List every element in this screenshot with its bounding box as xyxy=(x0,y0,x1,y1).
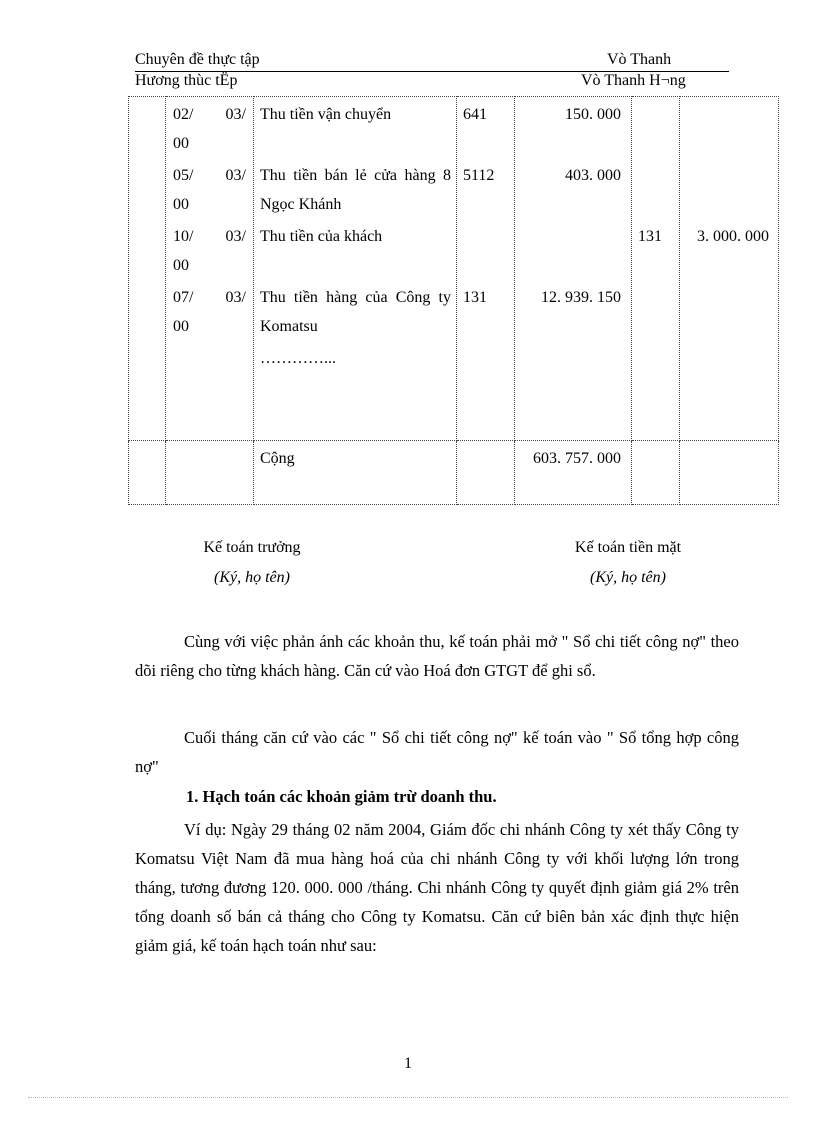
date-entry: 02/ 03/ 00 xyxy=(173,106,246,152)
page-number: 1 xyxy=(404,1055,412,1072)
amount-entry: 12. 939. 150 xyxy=(541,289,621,306)
empty-date-cell xyxy=(166,441,254,505)
signature-note: (Ký, họ tên) xyxy=(214,569,290,586)
date-entry: 10/ 03/ 00 xyxy=(173,228,246,274)
account-entry: 131 xyxy=(463,289,487,306)
amount-entry xyxy=(519,222,621,283)
table-row-entries xyxy=(129,97,779,441)
contra-account-entry xyxy=(638,100,673,161)
empty-contra-amount-cell xyxy=(680,441,779,505)
contra-account-entry: 131 xyxy=(638,228,662,245)
description-entry: Thu tiền của khách xyxy=(260,228,383,245)
header-author-full: Vò Thanh H¬ng xyxy=(581,72,686,89)
running-header-line-2 xyxy=(135,72,729,92)
date-entry: 07/ 03/ 00 xyxy=(173,289,246,335)
date-cell xyxy=(166,97,254,441)
contra-account-entry xyxy=(638,283,673,344)
table-row-total xyxy=(129,441,779,505)
empty-col-cell xyxy=(129,441,166,505)
paragraph-example: Ví dụ: Ngày 29 tháng 02 năm 2004, Giám đốc chi nhánh Công ty xét thấy Công ty Komatsu Việt Nam đã mua hàng hoá của chi nhánh Công ty với khối lượng lớn trong tháng, tương đương 120. 000. 000 /tháng. Chi nhánh Công ty quyết định giảm giá 2% trên tổng doanh số bán cả tháng cho Công ty Komatsu. Căn cứ biên bản xác định thực hiện giảm giá, kế toán hạch toán như sau: xyxy=(135,820,739,955)
contra-account-entry xyxy=(638,161,673,222)
date-entry: 05/ 03/ 00 xyxy=(173,167,246,213)
description-entry: Thu tiền bán lẻ cửa hàng 8 Ngọc Khánh xyxy=(260,167,451,213)
empty-account-cell xyxy=(457,441,515,505)
contra-account-cell xyxy=(632,97,680,441)
contra-amount-entry xyxy=(684,283,769,344)
account-entry: 5112 xyxy=(463,167,495,184)
description-entry: Thu tiền vận chuyển xyxy=(260,106,392,123)
contra-amount-entry xyxy=(684,161,769,222)
paragraph-debt-ledger: Cùng với việc phản ánh các khoản thu, kế toán phải mở " Sổ chi tiết công nợ" theo dõi riêng cho từng khách hàng. Căn cứ vào Hoá đơn GTGT để ghi sổ. xyxy=(135,632,739,680)
contra-amount-entry: 3. 000. 000 xyxy=(697,228,769,245)
footer-divider xyxy=(28,1097,788,1098)
signature-role: Kế toán tiền mặt xyxy=(574,539,682,556)
running-header-line-1 xyxy=(135,51,729,72)
account-entry xyxy=(463,222,508,283)
signature-role: Kế toán trưởng xyxy=(203,539,301,556)
header-title: Chuyên đề thực tập xyxy=(135,51,260,68)
account-cell xyxy=(457,97,515,441)
amount-cell xyxy=(515,97,632,441)
header-author: Vò Thanh xyxy=(607,51,672,68)
description-entry: Thu tiền hàng của Công ty Komatsu xyxy=(260,289,451,335)
empty-col-cell xyxy=(129,97,166,441)
description-cell xyxy=(254,97,457,441)
contra-amount-cell xyxy=(680,97,779,441)
total-label: Cộng xyxy=(254,441,457,505)
header-subtitle: Hương thùc tËp xyxy=(135,72,238,89)
ellipsis-entry: …………... xyxy=(260,350,336,367)
amount-entry: 150. 000 xyxy=(565,106,621,123)
empty-contra-account-cell xyxy=(632,441,680,505)
contra-amount-entry xyxy=(684,100,769,161)
cash-receipt-ledger-table xyxy=(128,96,779,505)
account-entry: 641 xyxy=(463,106,487,123)
section-heading: 1. Hạch toán các khoản giảm trừ doanh thu. xyxy=(186,787,497,806)
paragraph-month-end: Cuối tháng căn cứ vào các " Sổ chi tiết công nợ" kế toán vào " Sổ tổng hợp công nợ" xyxy=(135,728,739,776)
total-amount: 603. 757. 000 xyxy=(515,441,632,505)
signature-cash-accountant xyxy=(528,538,728,588)
signature-chief-accountant xyxy=(150,538,354,588)
amount-entry: 403. 000 xyxy=(565,167,621,184)
signature-note: (Ký, họ tên) xyxy=(590,569,666,586)
